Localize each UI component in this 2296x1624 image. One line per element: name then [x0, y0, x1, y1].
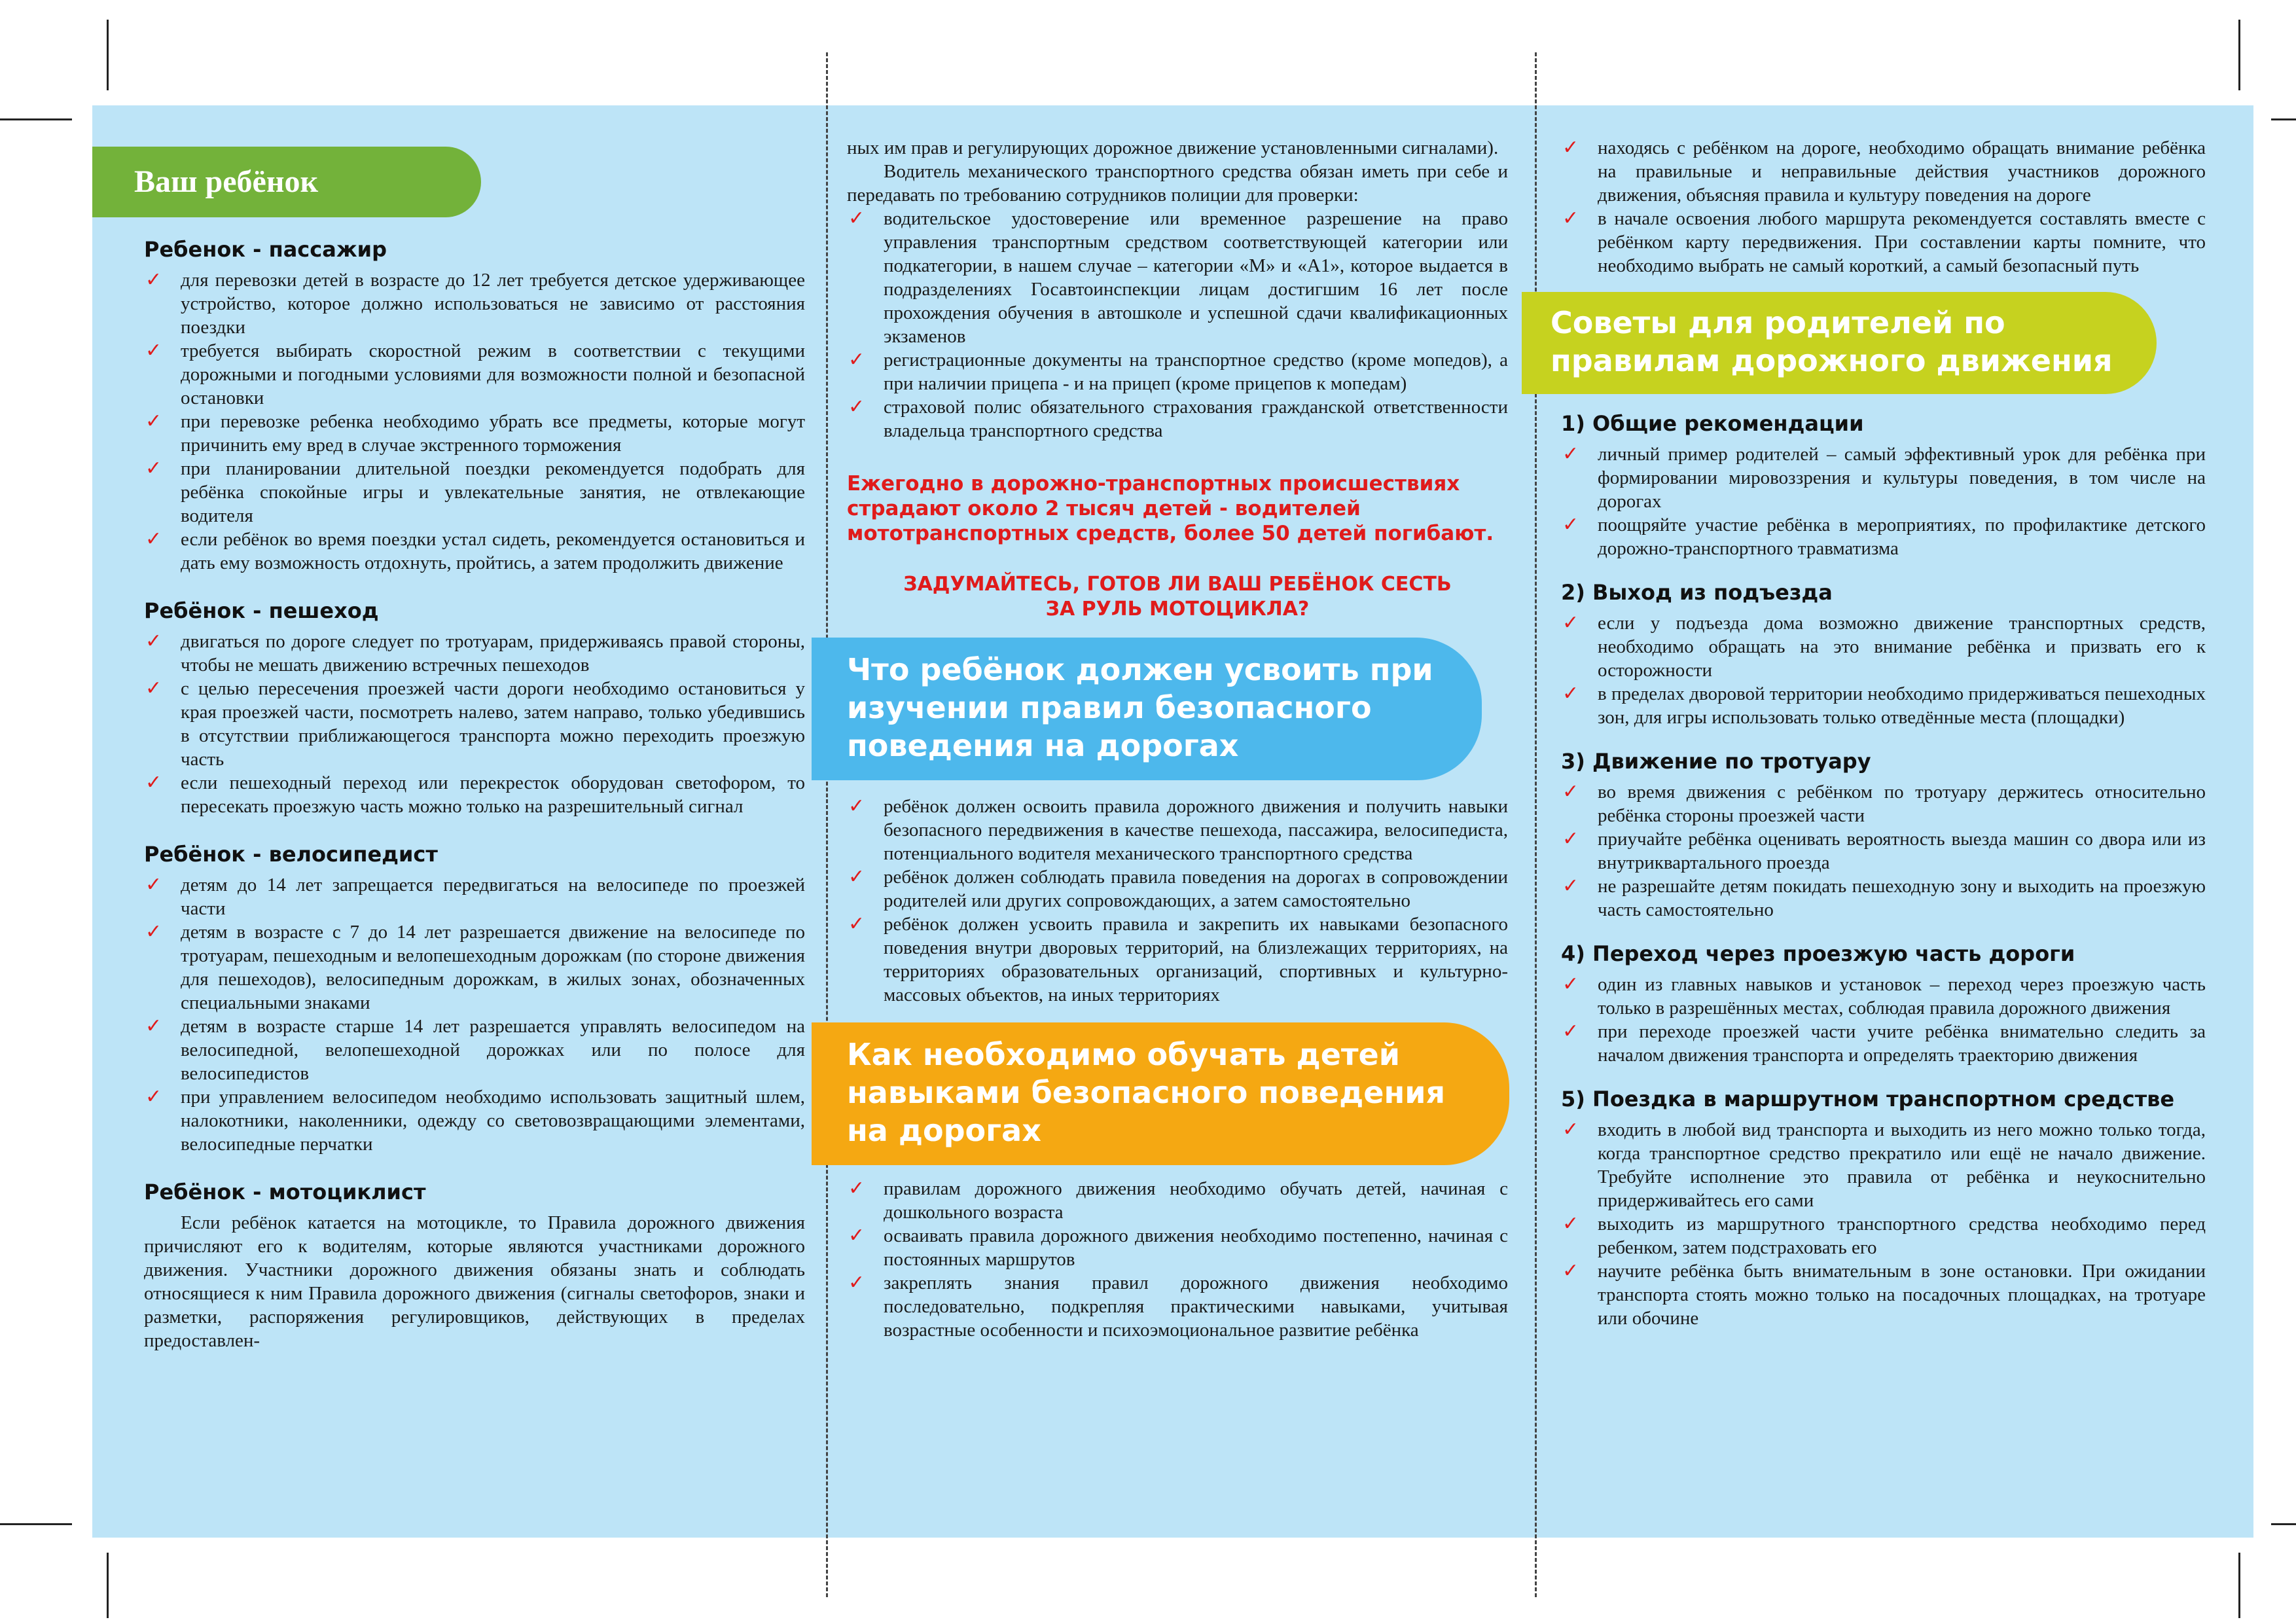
list-item: ✓ входить в любой вид транспорта и выходить из него можно только тогда, когда транспортное средство прекратило или ещё не начало движение. Требуйте исполнение это правила от ребёнка и неукоснительно придерживайтесь его сами [1561, 1118, 2206, 1212]
question-text: ЗАДУМАЙТЕСЬ, ГОТОВ ЛИ ВАШ РЕБЁНОК СЕСТЬ ЗА РУЛЬ МОТОЦИКЛА? [903, 573, 1452, 621]
list-item: ✓ водительское удостоверение или временное разрешение на право управления транспортным средством соответствующей категории или подкатегории, в нашем случае – категории «М» и «А1», которое выдается в подразделениях Госавтоинспекции лицам достигшим 16 лет после прохождения обучения в автошколе и успешной сдачи квалификационных экзаменов [847, 207, 1508, 348]
section-pedestrian [144, 598, 805, 818]
section-title: Ребёнок - пешеход [144, 598, 379, 623]
crop-mark [2238, 1553, 2240, 1618]
crop-mark [2238, 20, 2240, 90]
list-item: ✓ во время движения с ребёнком по тротуару держитесь относительно ребёнка стороны проезжей части [1561, 780, 2206, 827]
list-item: ✓ при планировании длительной поездки рекомендуется подобрать для ребёнка спокойные игры и увлекательные занятия, не отвлекающие водителя [144, 457, 805, 528]
list-item: ✓ личный пример родителей – самый эффективный урок для ребёнка при формировании мировоззрения и культуры поведения, в том числе на дорогах [1561, 442, 2206, 513]
crop-mark [107, 1553, 109, 1618]
list-item: ✓ ребёнок должен соблюдать правила поведения на дорогах в сопровождении родителей или других сопровождающих, а затем самостоятельно [847, 865, 1508, 912]
section-title: Ребенок - пассажир [144, 237, 387, 262]
section-title: 5) Поездка в маршрутном транспортном средстве [1561, 1087, 2175, 1111]
section-public-transport [1561, 1087, 2206, 1330]
list-item: ✓ детям в возрасте с 7 до 14 лет разрешается движение на велосипеде по тротуарам, пешеходным и велопешеходным дорожкам (по стороне движения для пешеходов), велосипедным дорожкам, в жилых зонах, обозначенных специальными знаками [144, 920, 805, 1015]
list-item: ✓ ребёнок должен усвоить правила и закрепить их навыками безопасного поведения внутри дворовых территорий, на близлежащих территориях, на территориях образовательных организаций, спортивных и культурно-массовых объектов, на иных территориях [847, 912, 1508, 1007]
banner-how-to-teach: Как необходимо обучать детей навыками безопасного поведения на дорогах [812, 1022, 1509, 1165]
list-item: ✓ для перевозки детей в возрасте до 12 лет требуется детское удерживающее устройство, которое должно использоваться не зависимо от расстояния поездки [144, 268, 805, 339]
fold-line [1535, 52, 1537, 1597]
list-item: ✓ двигаться по дороге следует по тротуарам, придерживаясь правой стороны, чтобы не мешать движению встречных пешеходов [144, 630, 805, 677]
section-general [1561, 411, 2206, 560]
section-passenger [144, 237, 805, 575]
list-item: ✓ детям до 14 лет запрещается передвигаться на велосипеде по проезжей части [144, 873, 805, 920]
section-title: 3) Движение по тротуару [1561, 749, 1871, 774]
list-item: ✓ ребёнок должен освоить правила дорожного движения и получить навыки безопасного передвижения в качестве пешехода, пассажира, велосипедиста, потенциального водителя механического транспортного средства [847, 795, 1508, 865]
panel-right [1551, 136, 2206, 1330]
list-item: ✓ приучайте ребёнка оценивать вероятность выезда машин со двора или из внутриквартального проезда [1561, 827, 2206, 875]
banner-your-child: Ваш ребёнок [92, 147, 481, 217]
section-title: Ребёнок - мотоциклист [144, 1180, 426, 1204]
list-item: ✓ правилам дорожного движения необходимо обучать детей, начиная с дошкольного возраста [847, 1177, 1508, 1224]
list-item: ✓ выходить из маршрутного транспортного средства необходимо перед ребенком, затем подстраховать его [1561, 1212, 2206, 1259]
list-item: ✓ при управлением велосипедом необходимо использовать защитный шлем, налокотники, наколенники, одежду со световозвращающими элементами, велосипедные перчатки [144, 1085, 805, 1156]
section-title: 2) Выход из подъезда [1561, 580, 1833, 605]
crop-mark [107, 20, 109, 90]
panel-left [134, 136, 805, 1352]
list-item: ✓ регистрационные документы на транспортное средство (кроме мопедов), а при наличии прицепа - и на прицеп (кроме прицепов к мопедам) [847, 348, 1508, 395]
crop-mark [2271, 118, 2296, 120]
list-item: ✓ не разрешайте детям покидать пешеходную зону и выходить на проезжую часть самостоятельно [1561, 875, 2206, 922]
list-item: ✓ осваивать правила дорожного движения необходимо постепенно, начиная с постоянных маршрутов [847, 1224, 1508, 1271]
paragraph: Если ребёнок катается на мотоцикле, то Правила дорожного движения причисляют его к водителям, которые являются участниками дорожного движения. Участники дорожного движения обязаны знать и соблюдать относящиеся к ним Правила дорожного движения (сигналы светофоров, знаки и разметки, распоряжения регулировщиков, действующих в пределах предоставлен- [144, 1212, 805, 1351]
warning-text: Ежегодно в дорожно-транспортных происшествиях страдают около 2 тысяч детей - водителей мототранспортных средств, более 50 детей погибают. [847, 472, 1494, 545]
section-exit [1561, 580, 2206, 729]
list-item: ✓ в пределах дворовой территории необходимо придерживаться пешеходных зон, для игры использовать только отведённые места (площадки) [1561, 682, 2206, 729]
fold-line [826, 52, 828, 1597]
list-item: ✓ один из главных навыков и установок – переход через проезжую часть только в разрешённых местах, соблюдая правила дорожного движения [1561, 973, 2206, 1020]
section-title: 1) Общие рекомендации [1561, 411, 1864, 436]
list-item: ✓ детям в возрасте старше 14 лет разрешается управлять велосипедом на велосипедной, велопешеходной дорожках или по полосе для велосипедистов [144, 1015, 805, 1085]
list-item: ✓ с целью пересечения проезжей части дороги необходимо остановиться у края проезжей части, посмотреть налево, затем направо, только убедившись в отсутствии приближающегося транспорта можно переходить проезжую часть [144, 677, 805, 771]
section-crossing [1561, 941, 2206, 1067]
list-item: ✓ при перевозке ребенка необходимо убрать все предметы, которые могут причинить ему вред в случае экстренного торможения [144, 410, 805, 457]
section-motorcyclist [144, 1180, 805, 1352]
section-cyclist [144, 842, 805, 1156]
list-item: ✓ страховой полис обязательного страхования гражданской ответственности владельца транспортного средства [847, 395, 1508, 442]
crop-mark [2271, 1523, 2296, 1525]
paragraph: ных им прав и регулирующих дорожное движение установленными сигналами). [847, 137, 1499, 158]
banner-parent-tips: Советы для родителей по правилам дорожного движения [1522, 292, 2157, 394]
panel-middle [847, 136, 1508, 1342]
list-item: ✓ закреплять знания правил дорожного движения необходимо последовательно, подкрепляя практическими навыками, учитывая возрастные особенности и психоэмоциональное развитие ребёнка [847, 1271, 1508, 1342]
list-item: ✓ в начале освоения любого маршрута рекомендуется составлять вместе с ребёнком карту передвижения. При составлении карты помните, что необходимо выбрать не самый короткий, а самый безопасный путь [1561, 207, 2206, 278]
list-item: ✓ если ребёнок во время поездки устал сидеть, рекомендуется остановиться и дать ему возможность отдохнуть, пройтись, а затем продолжить движение [144, 528, 805, 575]
section-sidewalk [1561, 749, 2206, 922]
crop-mark [0, 118, 72, 120]
list-item: ✓ поощряйте участие ребёнка в мероприятиях, по профилактике детского дорожно-транспортного травматизма [1561, 513, 2206, 560]
list-item: ✓ если пешеходный переход или перекресток оборудован светофором, то пересекать проезжую часть можно только на разрешительный сигнал [144, 771, 805, 818]
section-title: 4) Переход через проезжую часть дороги [1561, 941, 2075, 966]
list-item: ✓ если у подъезда дома возможно движение транспортных средств, необходимо обращать на это внимание ребёнка и призвать его к осторожности [1561, 611, 2206, 682]
paragraph: Водитель механического транспортного средства обязан иметь при себе и передавать по требованию сотрудников полиции для проверки: [847, 161, 1508, 206]
list-item: ✓ при переходе проезжей части учите ребёнка внимательно следить за началом движения транспорта и определять траекторию движения [1561, 1020, 2206, 1067]
list-item: ✓ требуется выбирать скоростной режим в соответствии с текущими дорожными и погодными условиями для возможности полной и безопасной остановки [144, 339, 805, 410]
section-title: Ребёнок - велосипедист [144, 842, 438, 867]
banner-what-child-must-learn: Что ребёнок должен усвоить при изучении правил безопасного поведения на дорогах [812, 638, 1482, 780]
list-item: ✓ научите ребёнка быть внимательным в зоне остановки. При ожидании транспорта стоять можно только на посадочных площадках, на тротуаре или обочине [1561, 1259, 2206, 1330]
list-item: ✓ находясь с ребёнком на дороге, необходимо обращать внимание ребёнка на правильные и неправильные действия участников дорожного движения, объясняя правила и культуру поведения на дороге [1561, 136, 2206, 207]
crop-mark [0, 1523, 72, 1525]
